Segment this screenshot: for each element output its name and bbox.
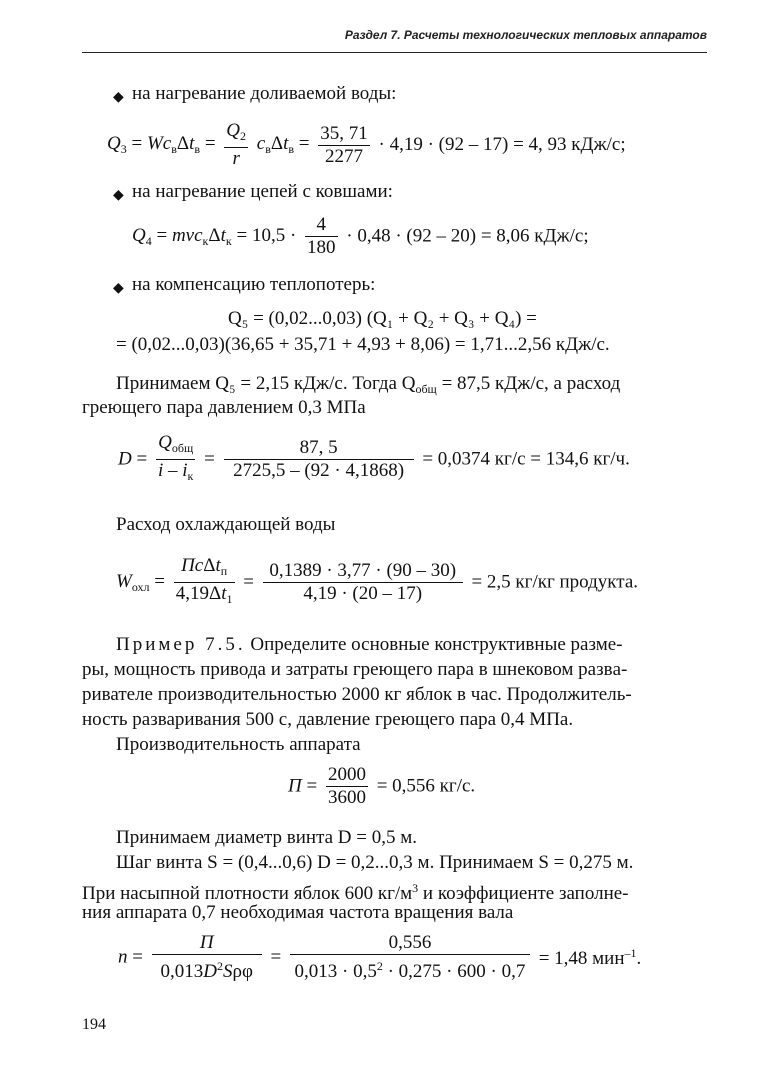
example-line1 <box>116 633 622 657</box>
equation-d: D = $\frac{Q_{общ}}{i - i_к}$ = $\frac{87, 5}{2725,5 - (92 \cdot 4,1868)}$ = 0,0374 кг/с = 134,6 кг/ч. <box>118 432 630 487</box>
equation-q5-line1: Q₅ = (0,02...0,03) (Q₁ + Q₂ + Q₃ + Q₄) = <box>228 308 537 329</box>
w-frac-den: 4,19 · (20 – 17) <box>263 582 463 605</box>
q4-frac-num: 4 <box>316 214 327 235</box>
q3-frac1-den: r <box>224 147 248 170</box>
p-frac-num: 2000 <box>327 764 366 785</box>
bullet-icon: ◆ <box>113 281 124 296</box>
n-frac-num: 0,556 <box>388 932 432 953</box>
step-line2: При насыпной плотности яблок 600 $кг/м^3$ и коэффициенте заполне- <box>82 881 629 904</box>
equation-p: П = $\frac{2000}{3600}$ = 0,556 кг/с. <box>288 764 476 808</box>
step-text-b: и коэффициенте заполне- <box>418 883 629 904</box>
n-tail: = 1,48 мин <box>538 947 625 969</box>
accept-text: Принимаем Q₅ = 2,15 кДж/с. Тогда Q <box>116 373 416 394</box>
q3-frac2-num: 35, 71 <box>320 122 368 144</box>
w-tail: = 2,5 кг/кг продукта. <box>471 571 638 593</box>
d-frac-den: 2725,5 – (92 · 4,1868) <box>224 459 414 482</box>
diameter-line: Принимаем диаметр винта D = 0,5 м. <box>116 827 418 848</box>
running-header: Раздел 7. Расчеты технологических тепловых аппаратов <box>344 28 707 42</box>
example-line3: ривателе производительностью 2000 кг яблок в час. Продолжитель- <box>82 684 632 705</box>
header-rule <box>82 52 707 53</box>
equation-q5-line2: = (0,02...0,03)(36,65 + 35,71 + 4,93 + 8,06) = 1,71...2,56 кДж/с. <box>116 334 610 355</box>
w-frac-num: 0,1389 · 3,77 · (90 – 30) <box>269 560 457 581</box>
equation-q3: $Q_3 = Wc_в\Delta t_в$ = $\frac{Q_2}{r}$ $c_в\Delta t_в$ = $\frac{35, 71}{2277}$ · 4,19 · (92 – 17) = 4, 93 кДж/с; <box>107 120 626 169</box>
q3-tail: · 4,19 · (92 – 17) = 4, 93 кДж/с; <box>378 134 626 155</box>
bullet-text-water: на нагревание доливаемой воды: <box>132 83 397 104</box>
q3-frac1-num: $Q_2$ <box>226 120 247 143</box>
p-frac-den: 3600 <box>327 787 366 808</box>
p-tail: = 0,556 кг/с. <box>376 775 476 797</box>
q4-frac-den: 180 <box>307 237 336 258</box>
bullet-text-heatloss: на компенсацию теплопотерь: <box>132 274 376 295</box>
example-text: Определите основные конструктивные разме- <box>245 634 623 655</box>
example-line4: ность разваривания 500 с, давление греющего пара 0,4 МПа. <box>82 709 574 730</box>
q3-frac2-den: 2277 <box>318 145 370 168</box>
step-line1: Шаг винта S = (0,4...0,6) D = 0,2...0,3 м. Принимаем S = 0,275 м. <box>116 852 634 873</box>
bullet-text-chains: на нагревание цепей с ковшами: <box>132 181 393 202</box>
d-tail: = 0,0374 кг/с = 134,6 кг/ч. <box>422 448 630 470</box>
bullet-icon: ◆ <box>113 90 124 105</box>
cooling-heading: Расход охлаждающей воды <box>116 514 336 535</box>
equation-n: n = $\frac{П}{0,013D^2S\rho\varphi}$ = $\frac{0,556}{0,013 \cdot 0,5^2 \cdot 0,275 \cdot 600 \cdot 0,7}$ = 1,48 мин$^{-1}$. <box>118 932 642 982</box>
equation-q4: $Q_4 = mvc_к\Delta t_к = 10,5$ · $\frac{4}{180}$ · 0,48 · (92 – 20) = 8,06 кДж/с; <box>132 214 589 258</box>
productivity-heading: Производительность аппарата <box>116 734 361 755</box>
page-number: 194 <box>82 1016 106 1033</box>
step-text-a: При насыпной плотности яблок 600 кг/м <box>82 883 413 904</box>
accept-tail: = 87,5 кДж/с, а расход <box>436 373 621 394</box>
example-line2: ры, мощность привода и затраты греющего пара в шнековом развa- <box>82 659 628 680</box>
paragraph-accept: Принимаем Q₅ = 2,15 кДж/с. Тогда $Q_{общ} = 87,5$ кДж/с, а расход <box>116 373 621 396</box>
q4-tail: · 0,48 · (92 – 20) = 8,06 кДж/с; <box>346 225 589 247</box>
bullet-icon: ◆ <box>113 188 124 203</box>
d-frac-num: 87, 5 <box>299 437 338 458</box>
equation-w: $W_{охл}$ = $\frac{Пc\Delta t_п}{4,19\Delta t_1}$ = $\frac{0,1389 \cdot 3,77 \cdot (90 - 30)}{4,19 \cdot (20 - 17)}$ = 2,5 кг/кг продукта. <box>116 555 638 610</box>
step-line3: ния аппарата 0,7 необходимая частота вращения вала <box>82 902 514 923</box>
paragraph-accept-line2: греющего пара давлением 0,3 МПа <box>82 397 366 418</box>
example-label: Пример 7.5. <box>116 634 246 655</box>
